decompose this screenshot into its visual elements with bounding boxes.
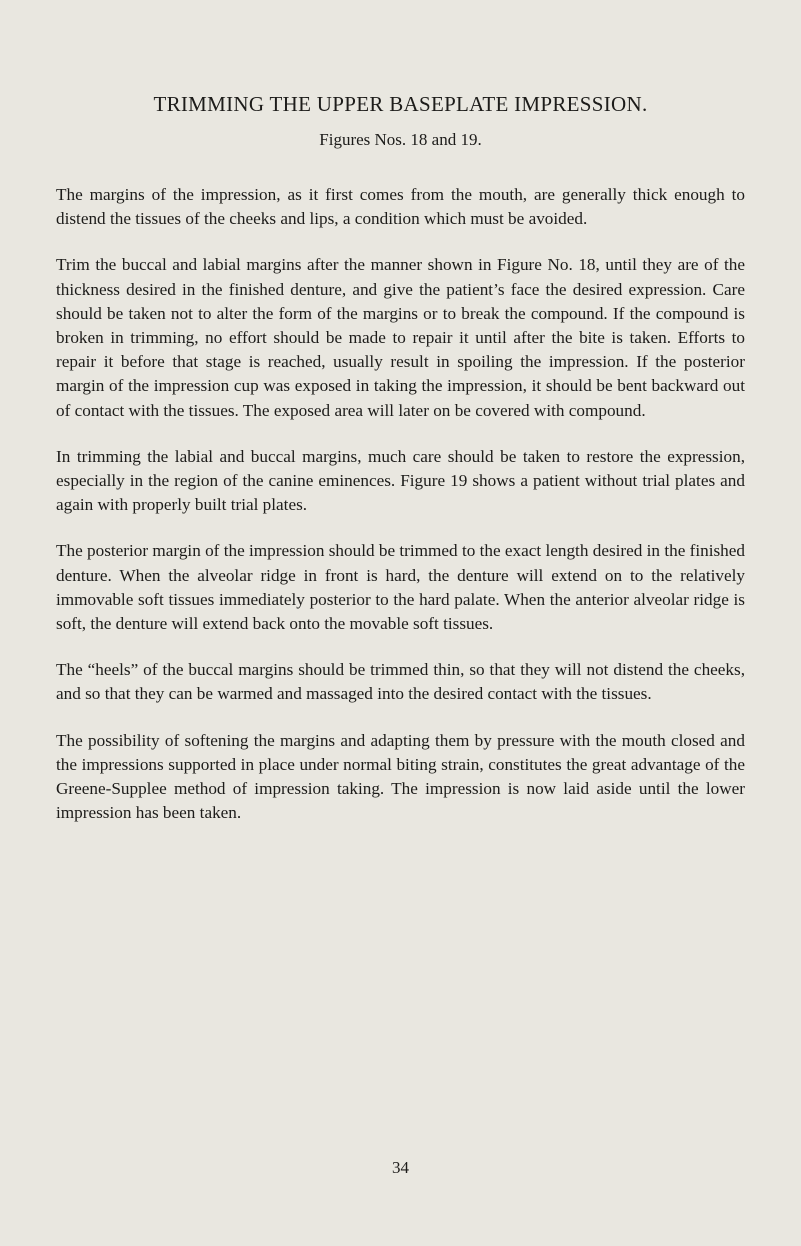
paragraph-3: In trimming the labial and buccal margins, much care should be taken to restore the expression, especially in the region of the canine eminences. Figure 19 shows a patient without trial plates and again with properly built trial plates. xyxy=(56,446,745,515)
figure-reference-subtitle: Figures Nos. 18 and 19. xyxy=(319,130,482,149)
body-text xyxy=(56,183,745,847)
chapter-title: TRIMMING THE UPPER BASEPLATE IMPRESSION. xyxy=(153,92,648,116)
paragraph-5: The “heels” of the buccal margins should be trimmed thin, so that they will not distend the cheeks, and so that they can be warmed and massaged into the desired contact with the tissues. xyxy=(56,660,745,704)
paragraph-6: The possibility of softening the margins and adapting them by pressure with the mouth closed and the impressions supported in place under normal biting strain, constitutes the great advantage of the Greene-Supplee method of impression taking. The impression is now laid aside until the lower impression has been taken. xyxy=(56,730,745,823)
page-number: 34 xyxy=(392,1158,409,1177)
paragraph-4: The posterior margin of the impression should be trimmed to the exact length desired in the finished denture. When the alveolar ridge in front is hard, the denture will extend on to the relatively immovable soft tissues immediately posterior to the hard palate. When the anterior alveolar ridge is soft, the denture will extend back onto the movable soft tissues. xyxy=(56,541,745,634)
paragraph-1: The margins of the impression, as it first comes from the mouth, are generally thick enough to distend the tissues of the cheeks and lips, a condition which must be avoided. xyxy=(56,185,745,229)
paragraph-2: Trim the buccal and labial margins after the manner shown in Figure No. 18, until they are of the thickness desired in the finished denture, and give the patient’s face the desired expression. Care should be taken not to alter the form of the margins or to break the compound. If the compound is broken in trimming, no effort should be made to repair it until after the bite is taken. Efforts to repair it before that stage is reached, usually result in spoiling the impression. If the posterior margin of the impression cup was exposed in taking the impression, it should be bent backward out of contact with the tissues. The exposed area will later on be covered with compound. xyxy=(56,255,745,420)
